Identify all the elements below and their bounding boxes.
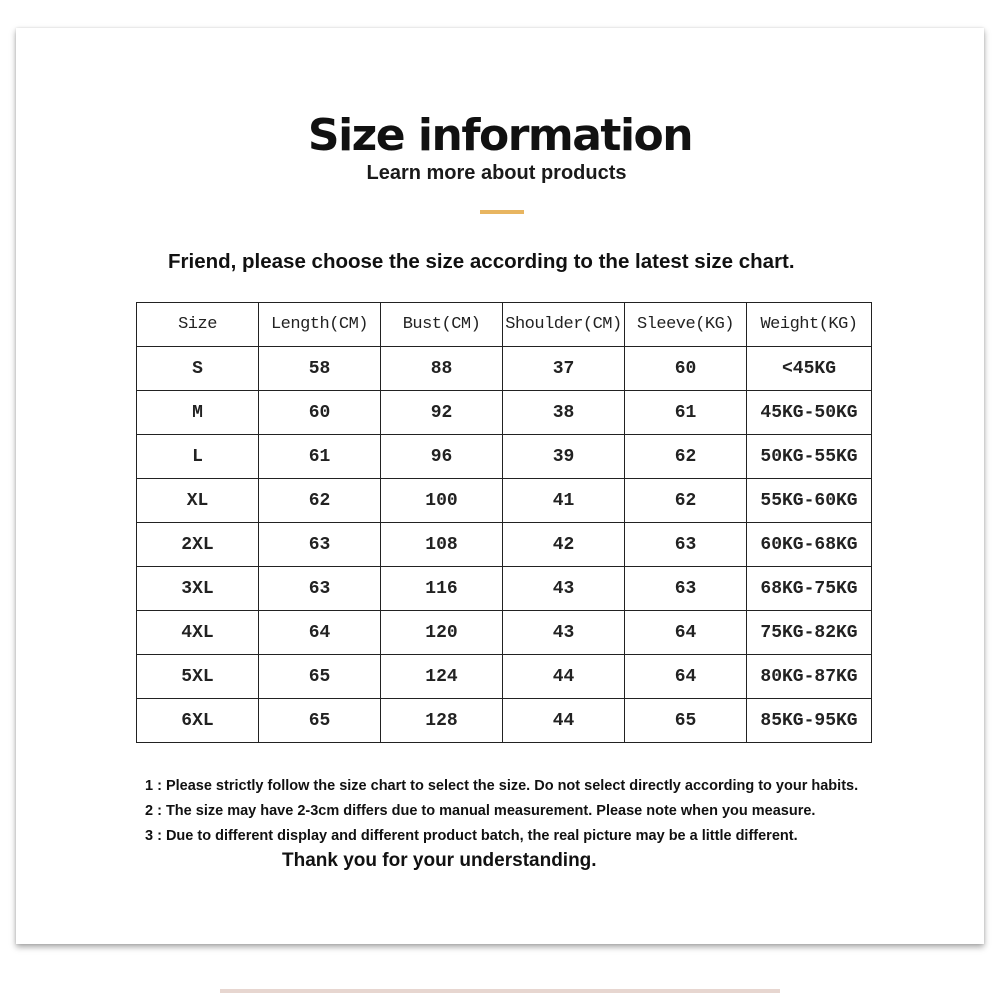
- table-cell: 58: [259, 347, 381, 391]
- table-cell: 128: [381, 699, 503, 743]
- table-cell: 6XL: [137, 699, 259, 743]
- table-cell: 80KG-87KG: [747, 655, 872, 699]
- table-row: [137, 567, 872, 611]
- table-cell: 44: [503, 699, 625, 743]
- table-cell: 64: [625, 655, 747, 699]
- table-cell: XL: [137, 479, 259, 523]
- table-cell: 42: [503, 523, 625, 567]
- page-title: Size information: [307, 110, 693, 161]
- column-header-bust: Bust(CM): [381, 303, 503, 347]
- table-cell: 120: [381, 611, 503, 655]
- table-cell: 62: [625, 479, 747, 523]
- table-row: [137, 479, 872, 523]
- table-cell: 64: [625, 611, 747, 655]
- table-cell: 61: [259, 435, 381, 479]
- table-cell: 60: [625, 347, 747, 391]
- table-cell: 62: [625, 435, 747, 479]
- table-row: [137, 391, 872, 435]
- table-cell: 43: [503, 611, 625, 655]
- table-row: [137, 523, 872, 567]
- table-cell: 65: [259, 699, 381, 743]
- table-cell: 65: [625, 699, 747, 743]
- table-cell: 64: [259, 611, 381, 655]
- table-cell: 68KG-75KG: [747, 567, 872, 611]
- column-header-shoulder: Shoulder(CM): [503, 303, 625, 347]
- table-cell: 2XL: [137, 523, 259, 567]
- table-cell: 61: [625, 391, 747, 435]
- table-cell: 3XL: [137, 567, 259, 611]
- column-header-sleeve: Sleeve(KG): [625, 303, 747, 347]
- table-cell: 45KG-50KG: [747, 391, 872, 435]
- note-item: 3 : Due to different display and different product batch, the real picture may be a little different.: [145, 828, 798, 844]
- table-cell: 124: [381, 655, 503, 699]
- accent-divider: [480, 210, 524, 214]
- bottom-divider: [220, 989, 780, 993]
- table-cell: 75KG-82KG: [747, 611, 872, 655]
- table-cell: 92: [381, 391, 503, 435]
- table-cell: L: [137, 435, 259, 479]
- table-cell: 88: [381, 347, 503, 391]
- size-chart-table: [136, 302, 872, 743]
- table-row: [137, 347, 872, 391]
- table-cell: <45KG: [747, 347, 872, 391]
- table-cell: 65: [259, 655, 381, 699]
- table-cell: 50KG-55KG: [747, 435, 872, 479]
- column-header-weight: Weight(KG): [747, 303, 872, 347]
- table-cell: 44: [503, 655, 625, 699]
- table-cell: 62: [259, 479, 381, 523]
- column-header-length: Length(CM): [259, 303, 381, 347]
- table-cell: 43: [503, 567, 625, 611]
- table-cell: 96: [381, 435, 503, 479]
- table-cell: 100: [381, 479, 503, 523]
- table-cell: 108: [381, 523, 503, 567]
- table-cell: 116: [381, 567, 503, 611]
- table-cell: 63: [625, 567, 747, 611]
- table-cell: 4XL: [137, 611, 259, 655]
- column-header-size: Size: [137, 303, 259, 347]
- page-subtitle: Learn more about products: [366, 162, 627, 184]
- table-cell: 41: [503, 479, 625, 523]
- table-row: [137, 435, 872, 479]
- table-cell: M: [137, 391, 259, 435]
- table-cell: 38: [503, 391, 625, 435]
- table-cell: 60: [259, 391, 381, 435]
- table-cell: 55KG-60KG: [747, 479, 872, 523]
- table-cell: 39: [503, 435, 625, 479]
- table-cell: 60KG-68KG: [747, 523, 872, 567]
- table-header-row: [137, 303, 872, 347]
- table-row: [137, 699, 872, 743]
- table-cell: S: [137, 347, 259, 391]
- table-cell: 5XL: [137, 655, 259, 699]
- table-row: [137, 611, 872, 655]
- table-cell: 85KG-95KG: [747, 699, 872, 743]
- table-row: [137, 655, 872, 699]
- note-item: 2 : The size may have 2-3cm differs due to manual measurement. Please note when you measure.: [145, 803, 816, 819]
- table-cell: 37: [503, 347, 625, 391]
- intro-text: Friend, please choose the size according to the latest size chart.: [168, 250, 795, 273]
- note-item: 1 : Please strictly follow the size chart to select the size. Do not select directly according to your habits.: [145, 778, 859, 794]
- table-cell: 63: [259, 567, 381, 611]
- table-cell: 63: [259, 523, 381, 567]
- thanks-message: Thank you for your understanding.: [282, 850, 597, 871]
- notes-list: [145, 776, 858, 851]
- table-cell: 63: [625, 523, 747, 567]
